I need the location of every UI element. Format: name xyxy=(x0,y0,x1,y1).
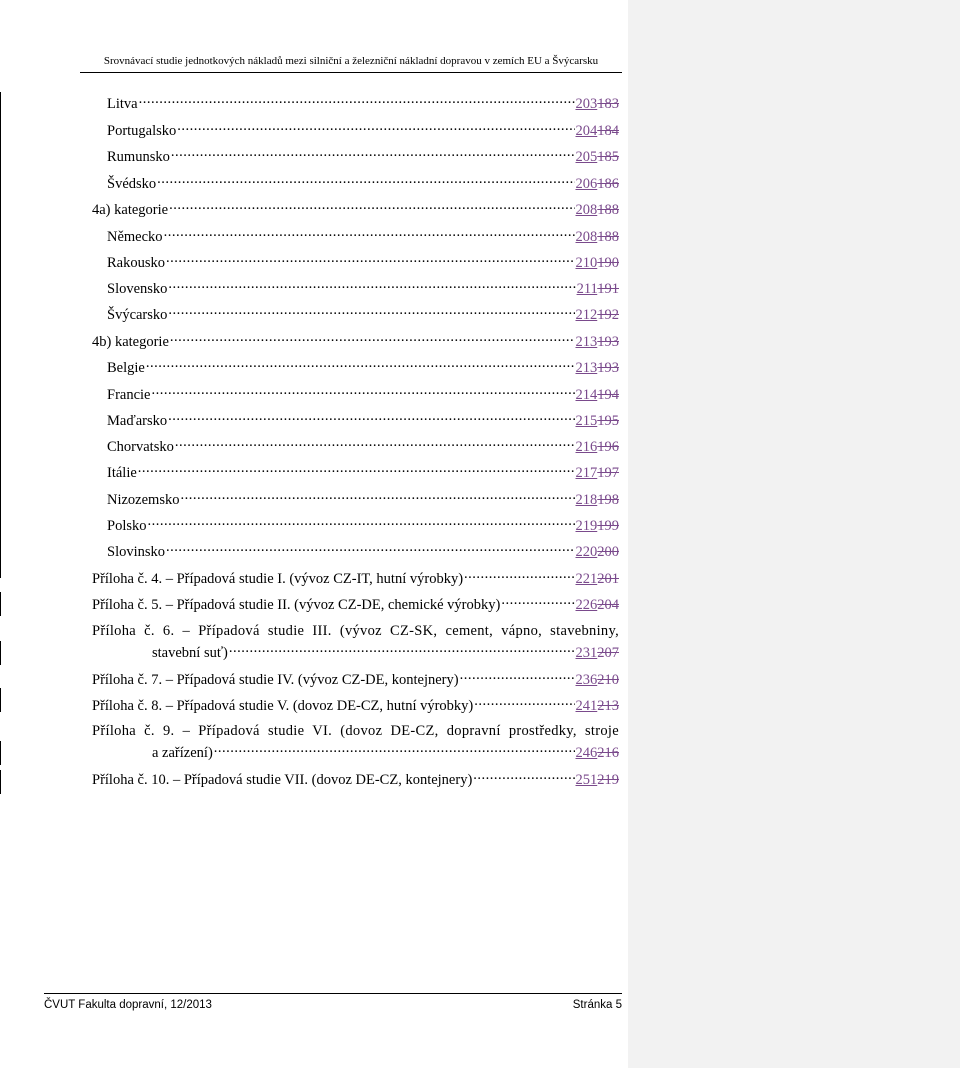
page-ref: 206186 xyxy=(575,176,619,192)
toc-entry-label: Itálie xyxy=(107,465,137,481)
toc-entry[interactable] xyxy=(107,463,619,482)
toc-entry-label: Belgie xyxy=(107,360,145,376)
page-ref: 210190 xyxy=(575,255,619,271)
leader-dots xyxy=(146,358,575,372)
leader-dots xyxy=(214,743,575,757)
toc-entry-label: Francie xyxy=(107,387,151,403)
toc-entry[interactable] xyxy=(152,643,619,662)
page-ref: 219199 xyxy=(575,518,619,534)
toc-entry[interactable] xyxy=(107,227,619,246)
page-ref: 231207 xyxy=(575,645,619,661)
toc-entry[interactable] xyxy=(92,332,619,351)
leader-dots xyxy=(168,279,575,293)
toc-entry-label: Rumunsko xyxy=(107,149,170,165)
toc-entry-label: Příloha č. 5. – Případová studie II. (vývoz CZ-DE, chemické výrobky) xyxy=(92,597,501,613)
toc-entry[interactable] xyxy=(107,147,619,166)
toc-entry-label: Portugalsko xyxy=(107,123,177,139)
page-ref: 220200 xyxy=(575,544,619,560)
toc-entry[interactable] xyxy=(92,595,619,614)
page-ref: 218198 xyxy=(575,492,619,508)
toc-entry-label: Nizozemsko xyxy=(107,492,180,508)
toc-entry[interactable] xyxy=(92,569,619,588)
page-ref: 215195 xyxy=(575,413,619,429)
leader-dots xyxy=(168,305,574,319)
page-ref: 236210 xyxy=(575,672,619,688)
page-ref: 221201 xyxy=(575,571,619,587)
toc-entry[interactable] xyxy=(107,253,619,272)
toc-entry[interactable] xyxy=(107,516,619,535)
leader-dots xyxy=(460,670,575,684)
leader-dots xyxy=(151,385,574,399)
page-ref: 217197 xyxy=(575,465,619,481)
leader-dots xyxy=(166,253,575,267)
markup-margin-panel xyxy=(628,0,960,1068)
toc-entry-label: Slovensko xyxy=(107,281,168,297)
toc-entry-label: Rakousko xyxy=(107,255,165,271)
toc-entry[interactable] xyxy=(107,94,619,113)
leader-dots xyxy=(168,411,574,425)
toc-entry-label: Příloha č. 4. – Případová studie I. (vývoz CZ-IT, hutní výrobky) xyxy=(92,571,464,587)
toc-entry[interactable] xyxy=(92,696,619,715)
page-header: Srovnávací studie jednotkových nákladů mezi silniční a železniční nákladní dopravou v zemích EU a Švýcarsku xyxy=(80,55,622,73)
leader-dots xyxy=(138,463,575,477)
toc-entry[interactable] xyxy=(107,437,619,456)
toc-entry[interactable] xyxy=(107,279,619,298)
toc-entry-label: 4a) kategorie xyxy=(92,202,169,218)
toc-entry-label: Německo xyxy=(107,229,163,245)
leader-dots xyxy=(501,595,574,609)
leader-dots xyxy=(170,332,575,346)
page-ref: 213193 xyxy=(575,334,619,350)
change-bar xyxy=(0,92,1,578)
page-ref: 241213 xyxy=(575,698,619,714)
toc-entry-label: Maďarsko xyxy=(107,413,168,429)
page-ref: 212192 xyxy=(575,307,619,323)
leader-dots xyxy=(166,542,574,556)
page-ref: 203183 xyxy=(575,96,619,112)
toc-entry-first-line[interactable]: Příloha č. 9. – Případová studie VI. (dovoz DE-CZ, dopravní prostředky, stroje xyxy=(92,723,619,739)
page-ref: 216196 xyxy=(575,439,619,455)
change-bar xyxy=(0,688,1,712)
leader-dots xyxy=(148,516,575,530)
page-ref: 226204 xyxy=(575,597,619,613)
page-ref: 208188 xyxy=(575,202,619,218)
leader-dots xyxy=(177,121,574,135)
toc-entry-label: Litva xyxy=(107,96,138,112)
toc-entry-label: Příloha č. 8. – Případová studie V. (dovoz DE-CZ, hutní výrobky) xyxy=(92,698,474,714)
toc-entry-label: Chorvatsko xyxy=(107,439,174,455)
footer-left: ČVUT Fakulta dopravní, 12/2013 xyxy=(44,999,212,1011)
page-ref: 204184 xyxy=(575,123,619,139)
toc-entry[interactable] xyxy=(92,770,619,789)
change-bar xyxy=(0,741,1,765)
toc-entry-label: Slovinsko xyxy=(107,544,166,560)
change-bar xyxy=(0,592,1,616)
toc-entry[interactable] xyxy=(107,174,619,193)
change-bar xyxy=(0,770,1,794)
toc-entry-first-line[interactable]: Příloha č. 6. – Případová studie III. (vývoz CZ-SK, cement, vápno, stavebniny, xyxy=(92,623,619,639)
leader-dots xyxy=(180,490,574,504)
page-number: Stránka 5 xyxy=(572,999,622,1011)
leader-dots xyxy=(464,569,574,583)
toc-entry-label: Švédsko xyxy=(107,176,157,192)
leader-dots xyxy=(157,174,574,188)
toc-entry[interactable] xyxy=(92,670,619,689)
toc-entry[interactable] xyxy=(107,358,619,377)
toc-entry-label: 4b) kategorie xyxy=(92,334,169,350)
toc-entry[interactable] xyxy=(107,121,619,140)
leader-dots xyxy=(229,643,575,657)
page-ref: 213193 xyxy=(575,360,619,376)
page-ref: 211191 xyxy=(576,281,619,297)
toc-entry-label: a zařízení) xyxy=(152,745,213,761)
leader-dots xyxy=(164,227,575,241)
leader-dots xyxy=(473,770,574,784)
toc-entry[interactable] xyxy=(107,542,619,561)
leader-dots xyxy=(171,147,575,161)
page-footer xyxy=(44,993,622,1011)
toc-entry-label: Švýcarsko xyxy=(107,307,168,323)
page-ref: 205185 xyxy=(575,149,619,165)
page-ref: 246216 xyxy=(575,745,619,761)
change-bar xyxy=(0,641,1,665)
toc-entry[interactable] xyxy=(152,743,619,762)
page-ref: 214194 xyxy=(575,387,619,403)
leader-dots xyxy=(175,437,575,451)
toc-entry-label: stavební suť) xyxy=(152,645,228,661)
page-ref: 208188 xyxy=(575,229,619,245)
toc-entry[interactable] xyxy=(107,385,619,404)
toc-entry[interactable] xyxy=(92,200,619,219)
leader-dots xyxy=(139,94,575,108)
toc-entry[interactable] xyxy=(107,490,619,509)
toc-entry-label: Polsko xyxy=(107,518,147,534)
leader-dots xyxy=(474,696,574,710)
leader-dots xyxy=(169,200,574,214)
toc-entry[interactable] xyxy=(107,305,619,324)
page-ref: 251219 xyxy=(575,772,619,788)
toc-entry[interactable] xyxy=(107,411,619,430)
toc-entry-label: Příloha č. 7. – Případová studie IV. (vývoz CZ-DE, kontejnery) xyxy=(92,672,459,688)
toc-entry-label: Příloha č. 10. – Případová studie VII. (dovoz DE-CZ, kontejnery) xyxy=(92,772,473,788)
